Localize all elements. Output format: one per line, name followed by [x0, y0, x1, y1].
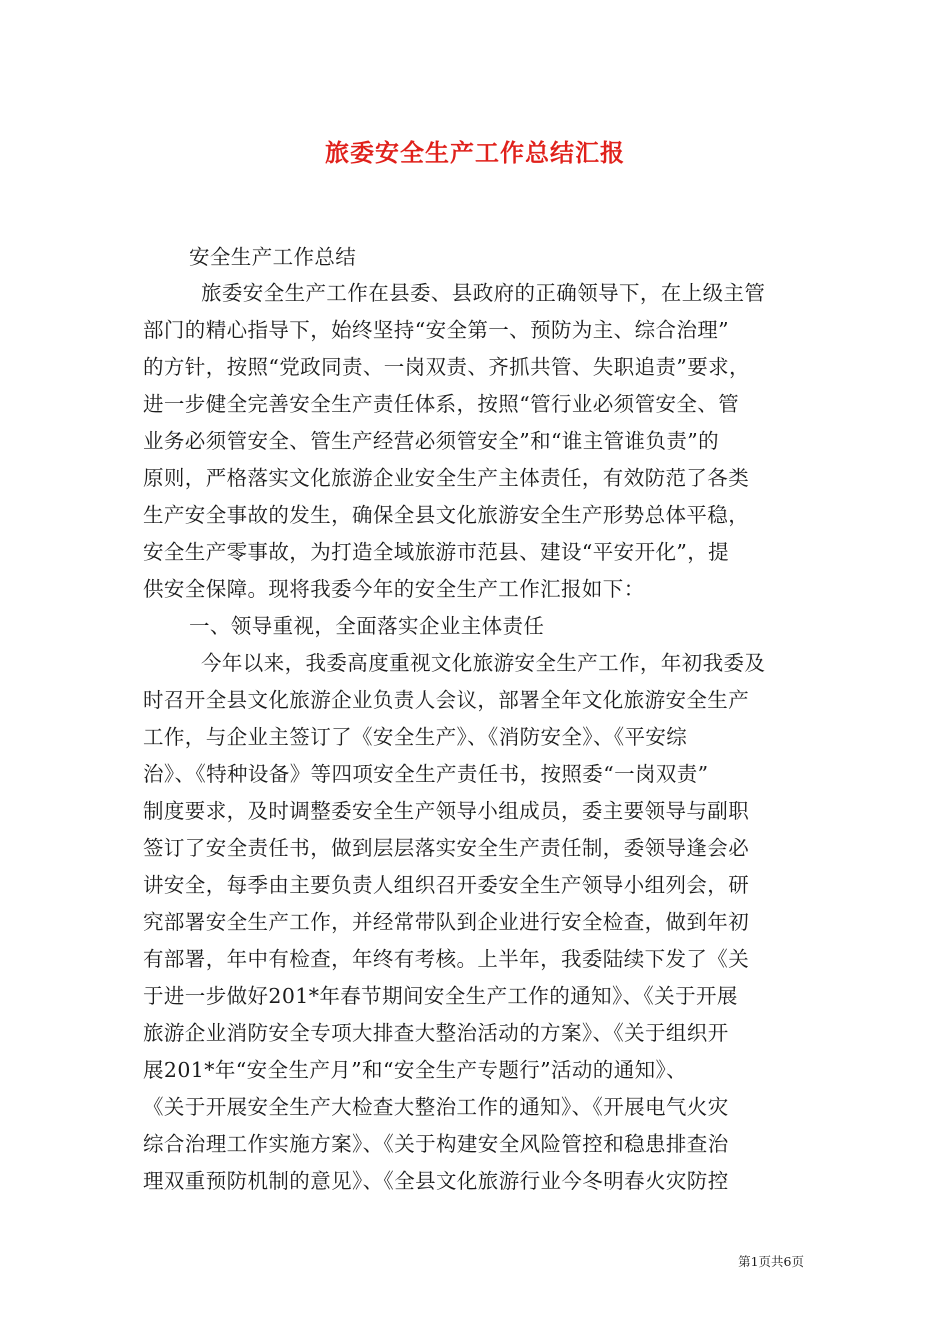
body-line: 时召开全县文化旅游企业负责人会议，部署全年文化旅游安全生产: [143, 688, 750, 712]
body-line: 《关于开展安全生产大检查大整治工作的通知》、《开展电气火灾: [143, 1095, 729, 1119]
body-line: 供安全保障。现将我委今年的安全生产工作汇报如下：: [143, 577, 645, 601]
section-heading: 一、领导重视，全面落实企业主体责任: [189, 614, 545, 638]
body-line: 讲安全，每季由主要负责人组织召开委安全生产领导小组列会，研: [143, 873, 750, 897]
body-line: 究部署安全生产工作，并经常带队到企业进行安全检查，做到年初: [143, 910, 750, 934]
document-title: 旅委安全生产工作总结汇报: [325, 138, 625, 167]
body-line: 展201*年“安全生产月”和“安全生产专题行”活动的通知》、: [143, 1058, 688, 1082]
body-line: 原则，严格落实文化旅游企业安全生产主体责任，有效防范了各类: [143, 466, 750, 490]
body-line: 有部署，年中有检查，年终有考核。上半年，我委陆续下发了《关: [143, 947, 750, 971]
body-line: 签订了安全责任书，做到层层落实安全生产责任制，委领导逢会必: [143, 836, 750, 860]
body-line: 安全生产零事故，为打造全域旅游市范县、建设“平安开化”，提: [143, 540, 730, 564]
body-line: 旅委安全生产工作在县委、县政府的正确领导下，在上级主管: [201, 281, 766, 305]
body-line: 理双重预防机制的意见》、《全县文化旅游行业今冬明春火灾防控: [143, 1169, 729, 1193]
body-line: 制度要求，及时调整委安全生产领导小组成员，委主要领导与副职: [143, 799, 750, 823]
body-line: 于进一步做好201*年春节期间安全生产工作的通知》、《关于开展: [143, 984, 738, 1008]
body-line: 安全生产工作总结: [189, 245, 357, 269]
page-number: 第1页共6页: [738, 1254, 804, 1269]
body-line: 部门的精心指导下，始终坚持“安全第一、预防为主、综合治理”: [143, 318, 730, 342]
body-line: 今年以来，我委高度重视文化旅游安全生产工作，年初我委及: [201, 651, 766, 675]
body-line: 进一步健全完善安全生产责任体系，按照“管行业必须管安全、管: [143, 392, 740, 416]
body-line: 工作，与企业主签订了《安全生产》、《消防安全》、《平安综: [143, 725, 688, 749]
body-line: 生产安全事故的发生，确保全县文化旅游安全生产形势总体平稳，: [143, 503, 750, 527]
body-line: 业务必须管安全、管生产经营必须管安全”和“谁主管谁负责”的: [143, 429, 720, 453]
body-line: 的方针，按照“党政同责、一岗双责、齐抓共管、失职追责”要求，: [143, 355, 750, 379]
body-line: 综合治理工作实施方案》、《关于构建安全风险管控和稳患排查治: [143, 1132, 729, 1156]
body-line: 治》、《特种设备》等四项安全生产责任书，按照委“一岗双责”: [143, 762, 709, 786]
body-line: 旅游企业消防安全专项大排查大整治活动的方案》、《关于组织开: [143, 1021, 729, 1045]
